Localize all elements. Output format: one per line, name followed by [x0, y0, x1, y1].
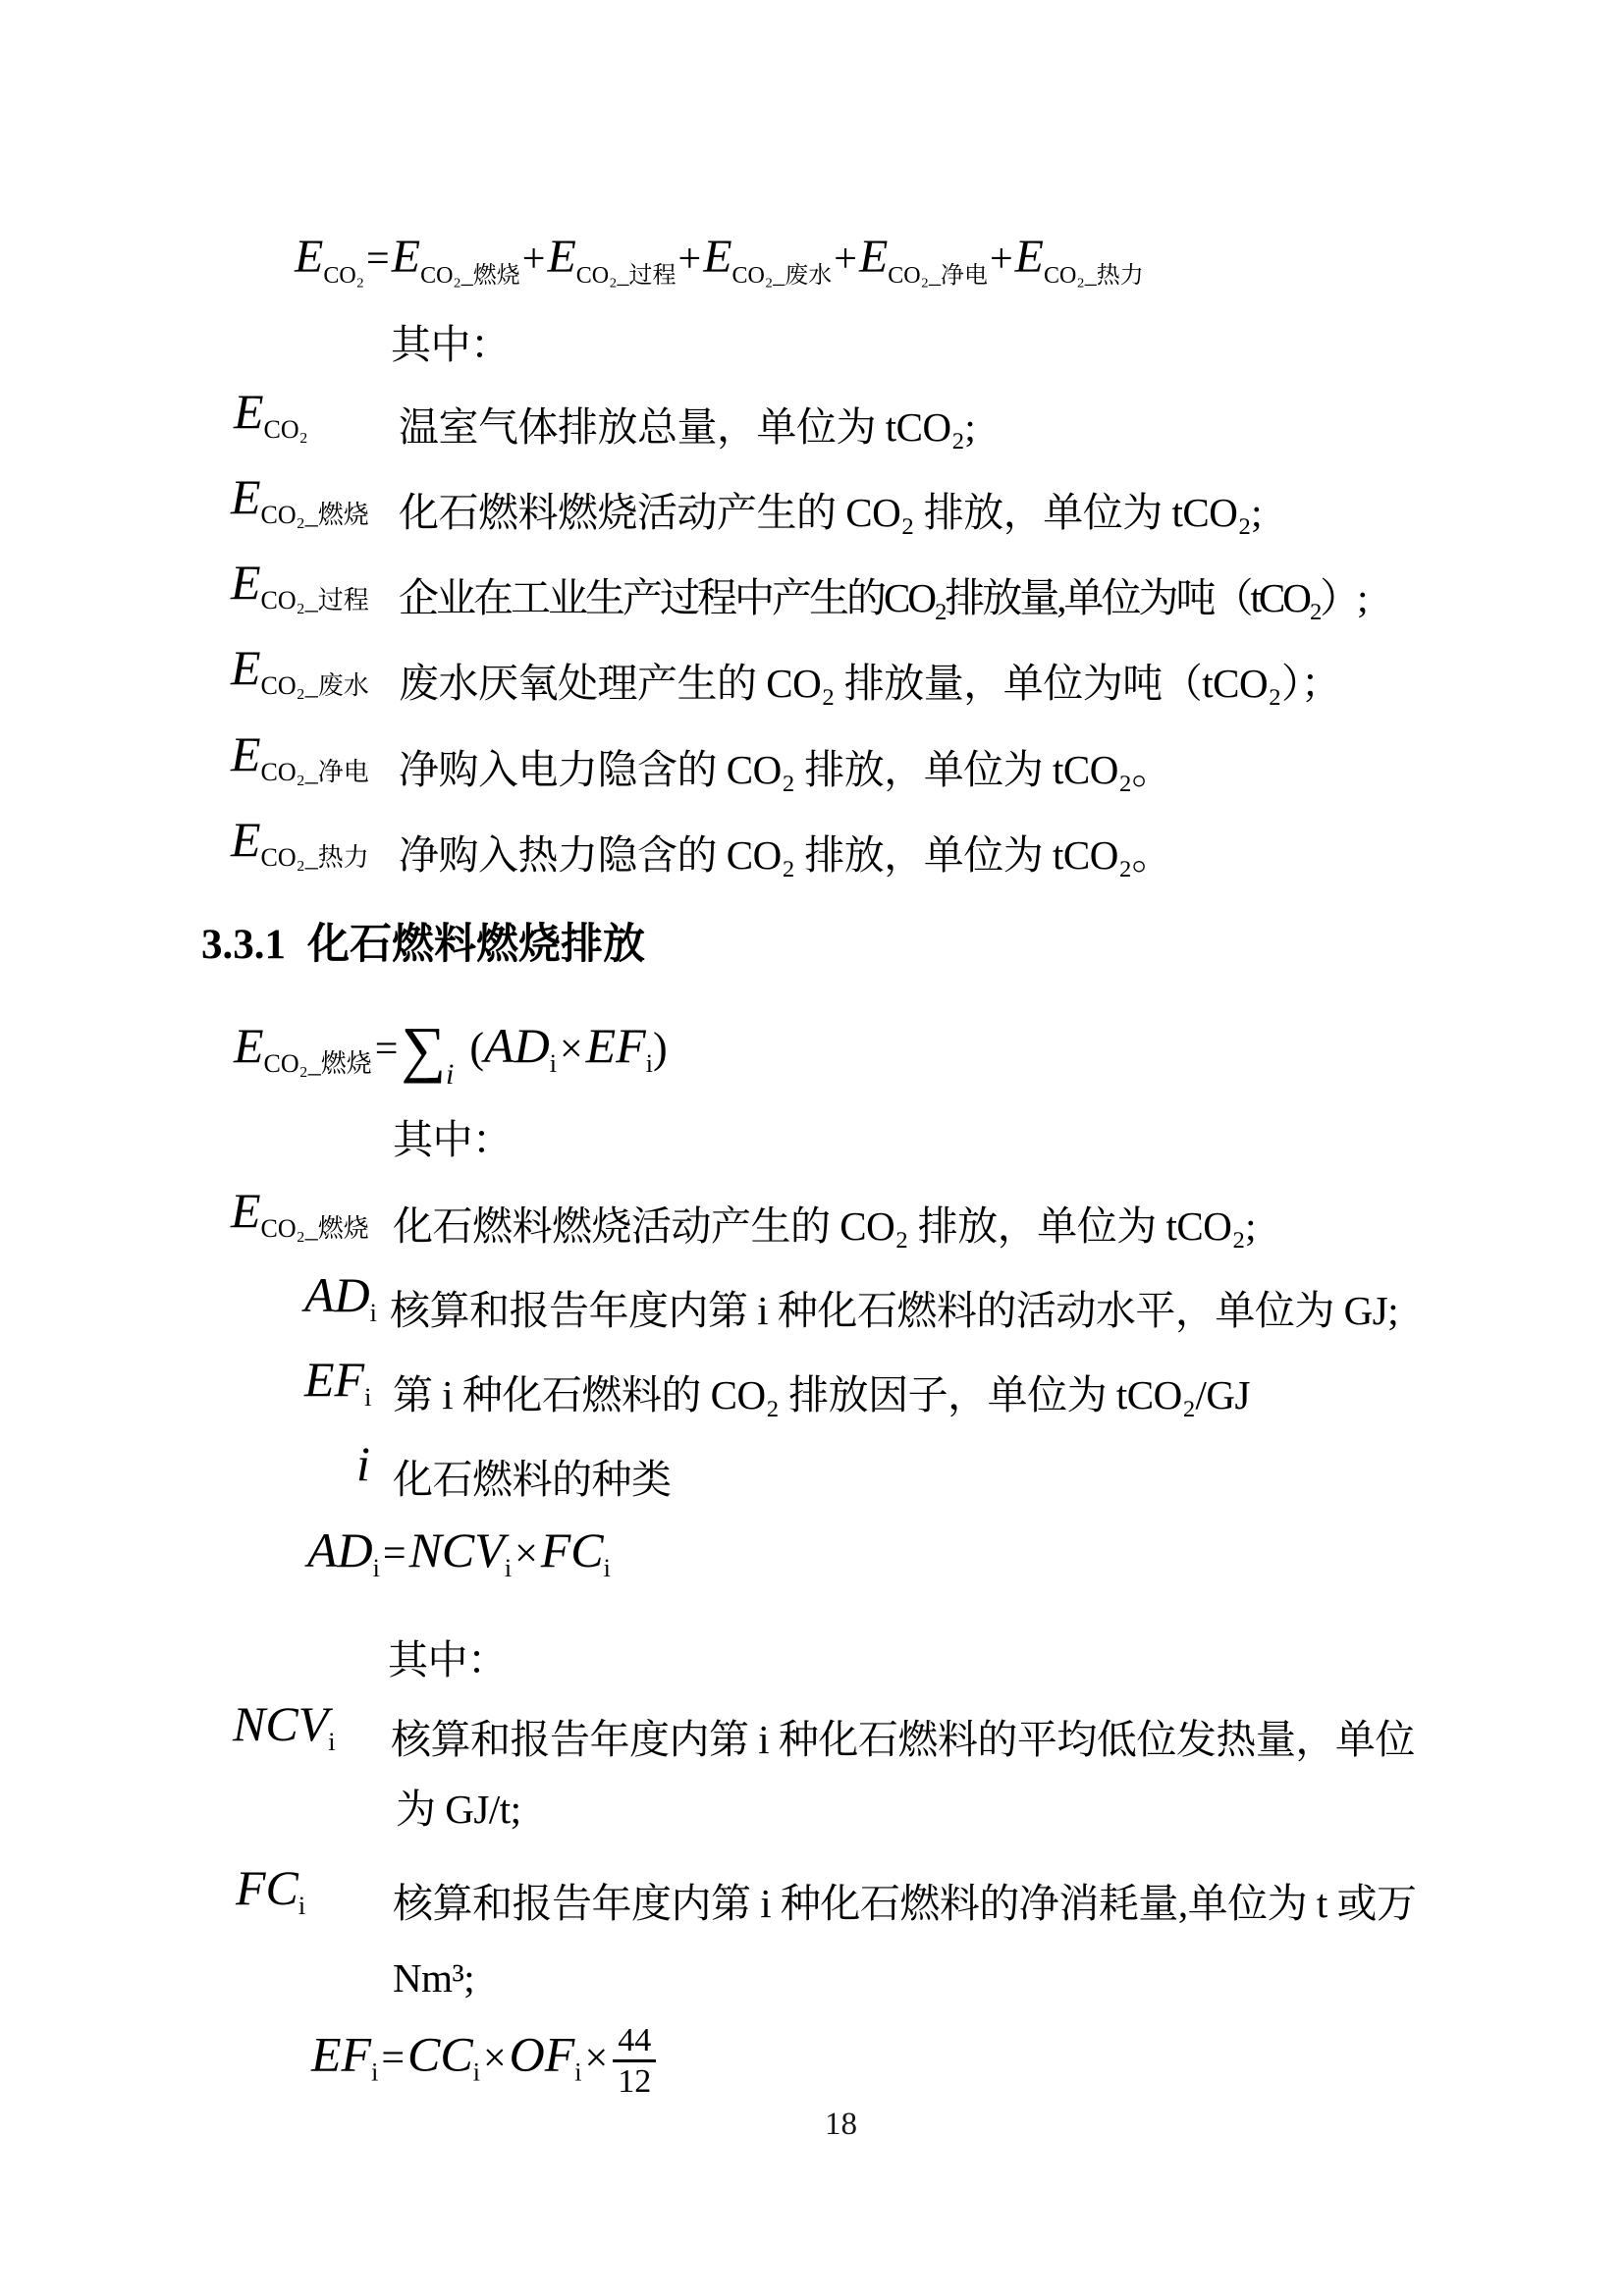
formula-subscript: i — [371, 2057, 379, 2087]
formula-term: NCV — [408, 1522, 505, 1577]
term-symbol — [234, 384, 308, 444]
term-row-eco2-combustion — [0, 469, 1624, 549]
plus-sign: + — [677, 237, 702, 282]
open-paren: ( — [469, 1024, 485, 1072]
term-definition: 净购入热力隐含的 CO₂ 排放，单位为 tCO₂。 — [399, 832, 1172, 878]
section-number: 3.3.1 — [201, 922, 286, 968]
term-definition: 核算和报告年度内第 i 种化石燃料的平均低位发热量，单位 — [391, 1717, 1415, 1762]
term-sub: i — [369, 1299, 377, 1327]
fraction-numerator: 44 — [613, 2022, 656, 2062]
fraction-44-12 — [613, 2022, 656, 2101]
term-symbol — [231, 469, 369, 529]
wherein-label: 其中： — [391, 322, 511, 367]
formula-subscript: i — [504, 1554, 513, 1582]
formula-subscript: i — [472, 2057, 480, 2087]
term-base: EF — [304, 1352, 365, 1407]
formula-term: E — [858, 231, 889, 283]
formula-subscript: i — [574, 2057, 582, 2087]
formula-subscript: CO₂ — [323, 263, 365, 289]
term-sub: CO₂_净电 — [260, 758, 369, 786]
formula-combustion — [234, 1014, 668, 1091]
term-sub: i — [328, 1728, 336, 1756]
term-symbol — [231, 812, 369, 872]
formula-subscript: CO₂_净电 — [888, 263, 988, 289]
wherein-label: 其中： — [388, 1637, 508, 1682]
plus-sign: + — [521, 237, 546, 282]
term-base: E — [231, 640, 261, 695]
formula-subscript: i — [549, 1049, 557, 1078]
term-sub: CO₂_过程 — [260, 586, 369, 614]
term-row-eco2-process — [0, 555, 1624, 634]
plus-sign: + — [989, 237, 1013, 282]
term-base: FC — [236, 1860, 298, 1915]
term-definition: 温室气体排放总量，单位为 tCO₂; — [399, 404, 976, 450]
formula-subscript: i — [645, 1049, 653, 1078]
term-row-eco2-combustion-2 — [0, 1183, 1624, 1262]
term-sub: i — [364, 1383, 372, 1412]
term-definition: 企业在工业生产过程中产生的CO₂排放量,单位为吨（tCO₂）; — [399, 575, 1366, 620]
term-base: E — [234, 384, 264, 439]
equals-sign: = — [366, 237, 390, 282]
term-base: E — [231, 726, 261, 781]
formula-term: EF — [585, 1018, 646, 1073]
term-row-eco2-wastewater — [0, 640, 1624, 720]
times-sign: × — [584, 2035, 609, 2081]
term-definition: 第 i 种化石燃料的 CO₂ 排放因子，单位为 tCO₂/GJ — [393, 1372, 1250, 1417]
formula-subscript: CO₂_过程 — [575, 263, 677, 289]
formula-emission-factor — [311, 2022, 656, 2107]
term-definition: 净购入电力隐含的 CO₂ 排放，单位为 tCO₂。 — [399, 747, 1172, 792]
term-row-adi — [0, 1267, 1624, 1347]
wherein-label: 其中： — [393, 1117, 513, 1162]
page-number: 18 — [825, 2107, 857, 2142]
formula-term: AD — [307, 1522, 373, 1577]
term-sub: CO₂_燃烧 — [260, 501, 369, 529]
section-heading — [201, 911, 645, 971]
formula-term: E — [703, 231, 732, 283]
times-sign: × — [514, 1531, 538, 1576]
term-sub: CO₂_废水 — [260, 671, 369, 700]
formula-subscript: CO₂_燃烧 — [420, 263, 520, 289]
term-sub: CO₂_燃烧 — [260, 1214, 369, 1243]
formula-term: EF — [311, 2026, 372, 2082]
formula-subscript: CO₂_热力 — [1044, 263, 1144, 289]
term-definition: 化石燃料的种类 — [393, 1457, 672, 1502]
formula-subscript: i — [603, 1554, 611, 1582]
term-symbol — [304, 1352, 372, 1412]
term-symbol — [231, 1183, 369, 1243]
term-definition-continued: 为 GJ/t; — [396, 1787, 521, 1832]
sigma-index: i — [446, 1058, 455, 1091]
plus-sign: + — [834, 237, 857, 282]
formula-term: E — [234, 1018, 264, 1073]
term-base: E — [231, 812, 261, 867]
term-definition: 核算和报告年度内第 i 种化石燃料的活动水平，单位为 GJ; — [390, 1288, 1399, 1333]
formula-term: E — [1014, 231, 1044, 283]
formula-term: AD — [484, 1018, 550, 1073]
term-base: AD — [304, 1267, 370, 1322]
term-row-ncvi — [0, 1696, 1624, 1776]
term-symbol — [231, 555, 369, 614]
term-base: NCV — [233, 1696, 329, 1751]
term-row-eco2-heat — [0, 812, 1624, 891]
formula-term: OF — [509, 2026, 575, 2082]
equals-sign: = — [382, 1531, 406, 1576]
term-symbol — [233, 1696, 336, 1756]
close-paren: ) — [652, 1024, 668, 1072]
term-symbol — [356, 1436, 370, 1491]
formula-term: CC — [407, 2026, 473, 2082]
term-row-fci — [0, 1860, 1624, 1940]
term-base: E — [231, 1183, 261, 1238]
term-row-eco2-net-electricity — [0, 726, 1624, 806]
times-sign: × — [482, 2035, 507, 2081]
term-base: E — [231, 469, 261, 524]
formula-subscript: CO₂_燃烧 — [263, 1049, 372, 1078]
section-title: 化石燃料燃烧排放 — [307, 922, 645, 968]
term-sub: i — [298, 1892, 306, 1920]
formula-term: E — [547, 231, 576, 283]
term-definition: 核算和报告年度内第 i 种化石燃料的净消耗量,单位为 t 或万 — [393, 1881, 1417, 1926]
term-definition: 废水厌氧处理产生的 CO₂ 排放量，单位为吨（tCO₂）； — [399, 661, 1341, 706]
formula-subscript: CO₂_废水 — [731, 263, 833, 289]
term-symbol — [231, 726, 369, 786]
term-sub: CO₂_热力 — [260, 843, 369, 872]
term-definition: 化石燃料燃烧活动产生的 CO₂ 排放，单位为 tCO₂; — [399, 490, 1263, 535]
formula-total-co2 — [295, 231, 1144, 289]
formula-subscript: i — [372, 1554, 380, 1582]
term-base: i — [356, 1436, 370, 1491]
term-symbol — [304, 1267, 377, 1327]
formula-term: E — [295, 231, 324, 283]
term-definition-continued: Nm³; — [393, 1955, 475, 2001]
equals-sign: = — [374, 1027, 399, 1072]
term-row-i — [0, 1436, 1624, 1516]
term-definition: 化石燃料燃烧活动产生的 CO₂ 排放，单位为 tCO₂; — [393, 1203, 1257, 1249]
term-row-eco2-total — [0, 384, 1624, 463]
formula-term: FC — [540, 1522, 604, 1577]
equals-sign: = — [381, 2035, 406, 2081]
term-symbol — [236, 1860, 306, 1920]
fraction-denominator: 12 — [618, 2063, 652, 2101]
sigma-sum-symbol: ∑ — [401, 1014, 447, 1084]
term-base: E — [231, 555, 261, 610]
term-sub: CO₂ — [263, 415, 308, 444]
times-sign: × — [559, 1027, 583, 1072]
term-symbol — [231, 640, 369, 700]
term-row-efi — [0, 1352, 1624, 1431]
formula-term: E — [391, 231, 421, 283]
formula-activity-data — [307, 1522, 611, 1582]
